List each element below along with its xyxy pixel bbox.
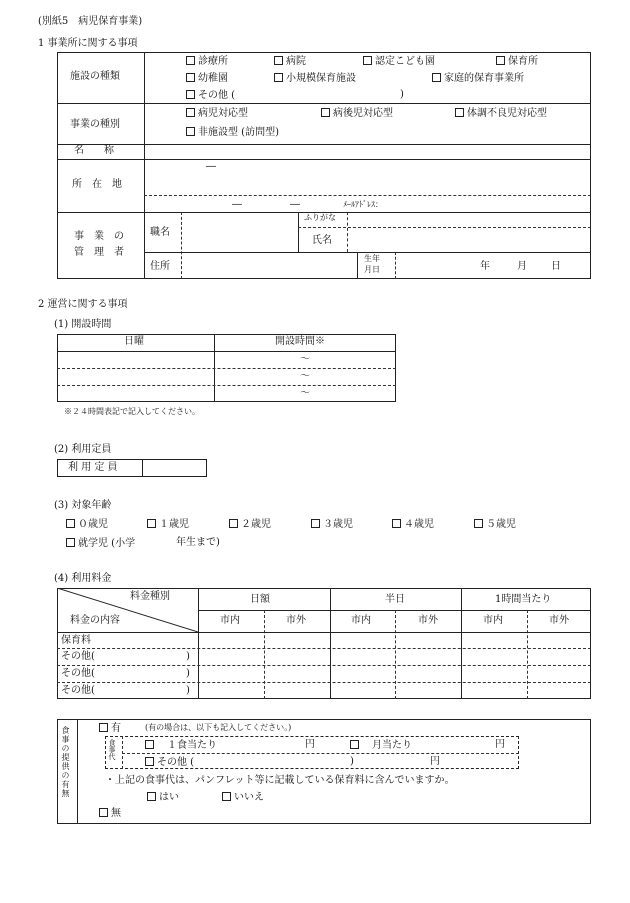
business-option-recovery[interactable]: 病後児対応型 (321, 108, 393, 119)
business-option-unwell[interactable]: 体調不良児対応型 (455, 108, 547, 119)
phone-dash-1: ― (232, 199, 242, 210)
fee-row-other-close: ) (186, 685, 190, 696)
address-input[interactable] (146, 163, 589, 193)
meal-other-close: ) (350, 756, 354, 767)
checkbox-icon[interactable] (432, 73, 441, 82)
age-option-3[interactable]: ３歳児 (311, 519, 353, 530)
fee-row-other: その他( (61, 651, 95, 662)
manager-label-2: 管 理 者 (74, 247, 124, 258)
hours-col-time: 開設時間※ (275, 336, 325, 347)
facility-option-kindergarten[interactable]: 幼稚園 (186, 73, 228, 84)
hours-tilde: ～ (300, 371, 310, 382)
name-input[interactable] (146, 146, 589, 158)
furigana-label: ふりがな (304, 213, 336, 222)
meal-question: ・上記の食事代は、パンフレット等に記載している保育料に含んでいますか。 (105, 775, 455, 786)
checkbox-icon[interactable] (311, 519, 320, 528)
facility-option-home[interactable]: 家庭的保育事業所 (432, 73, 524, 84)
fee-col-city-in: 市内 (483, 615, 503, 626)
postal-dash: ― (206, 161, 216, 172)
age-school-suffix: 年生まで) (176, 537, 220, 548)
fee-row-childcare: 保育料 (61, 635, 91, 646)
fee-row-other: その他( (61, 668, 95, 679)
manager-name-input[interactable] (350, 229, 589, 250)
fee-col-city-out: 市外 (418, 615, 438, 626)
age-option-0[interactable]: ０歳児 (66, 519, 108, 530)
facility-other-close: ) (400, 89, 404, 100)
checkbox-icon[interactable] (350, 740, 359, 749)
appendix-title: (別紙5 病児保育事業) (38, 16, 143, 27)
hours-col-day: 日曜 (124, 336, 144, 347)
fee-title: (4) 利用料金 (54, 573, 112, 584)
checkbox-icon[interactable] (321, 108, 330, 117)
checkbox-icon[interactable] (145, 740, 154, 749)
fee-col-city-out: 市外 (286, 615, 306, 626)
age-option-school[interactable]: 就学児 (小学 (66, 538, 135, 549)
facility-option-hospital[interactable]: 病院 (274, 56, 306, 67)
facility-option-other[interactable]: その他 ( (186, 90, 235, 101)
section1-title: 1 事業所に関する事項 (38, 38, 138, 49)
manager-title-label: 職名 (150, 227, 170, 238)
facility-option-nursery[interactable]: 保育所 (496, 56, 538, 67)
birth-label-1: 生年 (364, 254, 380, 263)
facility-option-kodomoen[interactable]: 認定こども園 (363, 56, 435, 67)
fee-corner-bottom: 料金の内容 (70, 615, 120, 626)
checkbox-icon[interactable] (145, 757, 154, 766)
meal-side-label: 食事の提供の有無 (61, 726, 70, 798)
fee-col-city-out: 市外 (549, 615, 569, 626)
checkbox-icon[interactable] (274, 73, 283, 82)
address-label: 所 在 地 (72, 179, 122, 190)
meal-answer-no[interactable]: いいえ (222, 792, 264, 803)
checkbox-icon[interactable] (99, 723, 108, 732)
capacity-title: (2) 利用定員 (54, 444, 112, 455)
meal-yen: 円 (305, 739, 315, 750)
checkbox-icon[interactable] (229, 519, 238, 528)
fee-group-hourly: 1時間当たり (495, 594, 552, 605)
birth-label-2: 月日 (364, 265, 380, 274)
manager-label-1: 事 業 の (74, 231, 124, 242)
meal-yes-note: (有の場合は、以下も記入してください。) (145, 723, 292, 732)
checkbox-icon[interactable] (186, 127, 195, 136)
meal-answer-yes[interactable]: はい (147, 792, 179, 803)
capacity-label: 利 用 定 員 (68, 462, 118, 473)
age-title: (3) 対象年齢 (54, 500, 112, 511)
meal-per-meal[interactable]: １食当たり (145, 740, 217, 751)
birth-month: 月 (517, 261, 527, 272)
meal-yen: 円 (430, 756, 440, 767)
business-type-label: 事業の種別 (70, 119, 120, 130)
checkbox-icon[interactable] (274, 56, 283, 65)
age-option-4[interactable]: ４歳児 (392, 519, 434, 530)
birth-day: 日 (551, 261, 561, 272)
meal-option-yes[interactable]: 有 (99, 723, 121, 734)
checkbox-icon[interactable] (474, 519, 483, 528)
meal-option-no[interactable]: 無 (99, 808, 121, 819)
hours-title: (1) 開設時間 (54, 319, 112, 330)
checkbox-icon[interactable] (147, 519, 156, 528)
checkbox-icon[interactable] (455, 108, 464, 117)
checkbox-icon[interactable] (66, 538, 75, 547)
name-label: 名 称 (74, 145, 114, 156)
fee-row-other: その他( (61, 685, 95, 696)
fee-col-city-in: 市内 (220, 615, 240, 626)
fee-col-city-in: 市内 (351, 615, 371, 626)
checkbox-icon[interactable] (186, 73, 195, 82)
fee-corner-top: 料金種別 (130, 591, 170, 602)
birth-year: 年 (480, 261, 490, 272)
meal-other[interactable]: その他 ( (145, 757, 194, 768)
checkbox-icon[interactable] (496, 56, 505, 65)
checkbox-icon[interactable] (66, 519, 75, 528)
checkbox-icon[interactable] (186, 90, 195, 99)
checkbox-icon[interactable] (147, 792, 156, 801)
mail-label: ﾒｰﾙｱﾄﾞﾚｽ： (343, 200, 383, 209)
fee-row-other-close: ) (186, 651, 190, 662)
checkbox-icon[interactable] (363, 56, 372, 65)
fee-group-daily: 日額 (250, 594, 270, 605)
age-option-5[interactable]: ５歳児 (474, 519, 516, 530)
facility-type-label: 施設の種類 (70, 71, 120, 82)
manager-title-input[interactable] (184, 214, 296, 250)
capacity-input[interactable] (144, 461, 205, 475)
phone-dash-2: ― (290, 199, 300, 210)
checkbox-icon[interactable] (186, 108, 195, 117)
facility-option-clinic[interactable]: 診療所 (186, 56, 228, 67)
hours-note: ※２４時間表記で記入してください。 (64, 407, 200, 416)
meal-per-month[interactable]: 月当たり (350, 740, 412, 751)
business-option-sick[interactable]: 病児対応型 (186, 108, 248, 119)
meal-cost-label: 食事代 (108, 739, 116, 760)
manager-address-label: 住所 (150, 261, 170, 272)
age-option-2[interactable]: ２歳児 (229, 519, 271, 530)
checkbox-icon[interactable] (99, 808, 108, 817)
hours-tilde: ～ (300, 388, 310, 399)
checkbox-icon[interactable] (392, 519, 401, 528)
business-option-visit[interactable]: 非施設型 (訪問型) (186, 127, 279, 138)
meal-yen: 円 (495, 739, 505, 750)
age-option-1[interactable]: １歳児 (147, 519, 189, 530)
fee-group-halfday: 半日 (385, 594, 405, 605)
facility-option-small[interactable]: 小規模保育施設 (274, 73, 356, 84)
section2-title: 2 運営に関する事項 (38, 299, 128, 310)
manager-name-label: 氏名 (312, 235, 332, 246)
checkbox-icon[interactable] (222, 792, 231, 801)
checkbox-icon[interactable] (186, 56, 195, 65)
fee-row-other-close: ) (186, 668, 190, 679)
hours-tilde: ～ (300, 354, 310, 365)
